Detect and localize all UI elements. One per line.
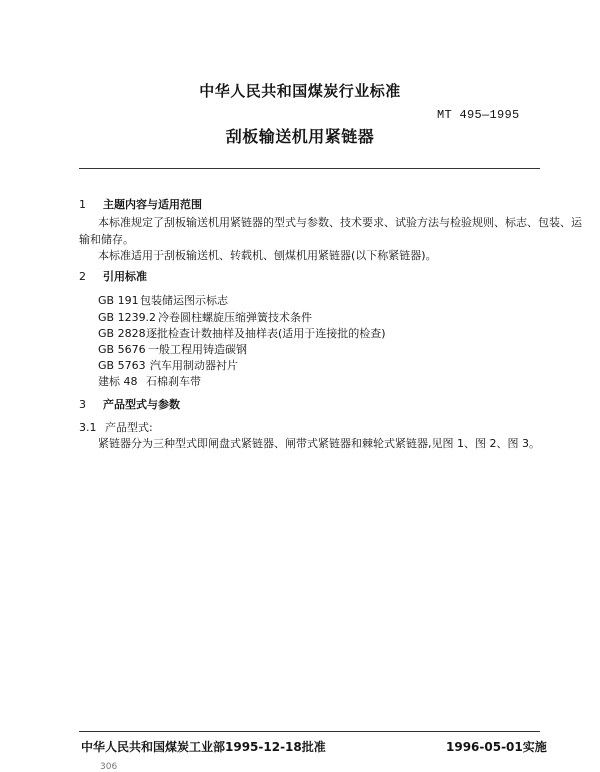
reference-code: GB 2828: [98, 327, 146, 340]
section-2-title: 引用标准: [103, 270, 147, 283]
section-1-para-2: 本标准适用于刮板输送机、转载机、刨煤机用紧链器(以下称紧链器)。: [98, 249, 437, 262]
reference-item: [98, 357, 238, 373]
section-1-number: 1: [79, 198, 86, 211]
reference-item: [98, 292, 228, 308]
implementation-date: 1996-05-01实施: [446, 740, 547, 754]
approval-statement: 中华人民共和国煤炭工业部1995-12-18批准: [81, 740, 326, 754]
reference-code: GB 5676: [98, 343, 146, 356]
subsection-3-1-number: 3.1: [79, 421, 97, 434]
reference-item: [98, 373, 201, 389]
reference-title: 汽车用制动器衬片: [150, 359, 238, 372]
section-3-heading: [79, 396, 180, 412]
reference-title: 逐批检查计数抽样及抽样表(适用于连接批的检查): [146, 327, 386, 340]
section-1-heading: [79, 196, 202, 212]
document-title: 刮板输送机用紧链器: [225, 127, 375, 146]
reference-code: 建标 48: [98, 375, 138, 388]
reference-title: 一般工程用铸造碳钢: [148, 343, 247, 356]
page-number: 306: [100, 762, 118, 772]
standard-code: MT 495—1995: [437, 108, 520, 122]
reference-code: GB 1239.2: [98, 311, 157, 324]
reference-title: 包装储运图示标志: [140, 294, 228, 307]
header-divider: [79, 168, 540, 169]
section-1-title: 主题内容与适用范围: [103, 198, 202, 211]
subsection-3-1-title: 产品型式:: [105, 421, 153, 434]
reference-title: 石棉刹车带: [146, 375, 201, 388]
section-3-title: 产品型式与参数: [103, 398, 180, 411]
footer-divider: [79, 731, 540, 732]
subsection-3-1-para: 紧链器分为三种型式即闸盘式紧链器、闸带式紧链器和棘轮式紧链器,见图 1、图 2、图 3。: [98, 437, 540, 450]
reference-item: [98, 325, 386, 341]
reference-code: GB 5763: [98, 359, 146, 372]
section-1-para-1-line-2: 输和储存。: [79, 233, 134, 246]
section-2-number: 2: [79, 270, 86, 283]
reference-item: [98, 341, 247, 357]
issuer-title: 中华人民共和国煤炭行业标准: [199, 82, 401, 100]
reference-title: 冷卷圆柱螺旋压缩弹簧技术条件: [158, 311, 312, 324]
section-3-number: 3: [79, 398, 86, 411]
section-1-para-1-line-1: 本标准规定了刮板输送机用紧链器的型式与参数、技术要求、试验方法与检验规则、标志、包装、运: [98, 216, 582, 229]
reference-code: GB 191: [98, 294, 139, 307]
section-2-heading: [79, 268, 147, 284]
reference-item: [98, 309, 312, 325]
subsection-3-1-heading: [79, 419, 153, 435]
